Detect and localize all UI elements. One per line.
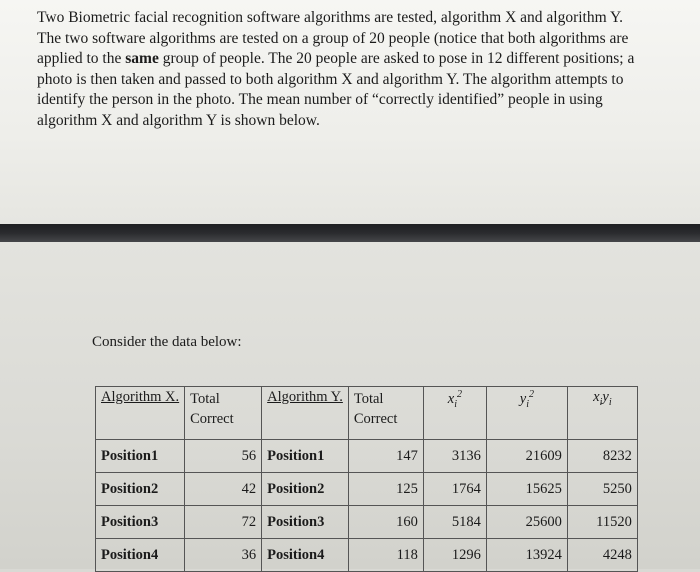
row-2-position-y: Position2	[262, 473, 349, 506]
x-squared-base: x	[447, 390, 455, 407]
row-2-total-x: 42	[185, 473, 262, 506]
correct-x-label: Correct	[190, 411, 234, 427]
xy-x: x	[593, 389, 600, 405]
algorithm-x-label: Algorithm X.	[101, 389, 180, 405]
header-xy	[567, 387, 637, 440]
xy-x-sub: i	[599, 396, 603, 408]
header-algorithm-x	[96, 387, 185, 440]
row-1-position-x: Position1	[96, 440, 185, 473]
x-squared-symbol	[447, 389, 462, 410]
xy-symbol	[593, 389, 612, 408]
row-3-total-y: 160	[348, 506, 423, 539]
row-3-y-squared: 25600	[486, 506, 567, 539]
row-3-x-squared: 5184	[423, 506, 486, 539]
row-2-position-x: Position2	[96, 473, 185, 506]
emphasis-same: same	[125, 50, 159, 67]
row-1-total-x: 56	[185, 440, 262, 473]
header-total-correct-x	[185, 387, 262, 440]
row-2-xy: 5250	[567, 473, 637, 506]
row-4-position-x: Position4	[96, 539, 185, 572]
y-squared-symbol	[519, 389, 534, 410]
y-squared-sub: i	[526, 398, 529, 410]
problem-line-4: photo is then taken and passed to both algorithm X and algorithm Y. The algorithm attempts to	[37, 70, 624, 88]
table-row	[96, 440, 638, 473]
row-4-y-squared: 13924	[486, 539, 567, 572]
row-1-total-y: 147	[348, 440, 423, 473]
algorithm-y-label: Algorithm Y.	[267, 389, 343, 405]
row-2-x-squared: 1764	[423, 473, 486, 506]
table-row	[96, 539, 638, 572]
header-algorithm-y	[262, 387, 349, 440]
row-4-position-y: Position4	[262, 539, 349, 572]
row-3-position-x: Position3	[96, 506, 185, 539]
problem-line-5: identify the person in the photo. The mean number of “correctly identified” people in using	[37, 91, 603, 108]
row-3-position-y: Position3	[262, 506, 349, 539]
row-3-xy: 11520	[567, 506, 637, 539]
problem-line-2: The two software algorithms are tested on a group of 20 people (notice that both algorithms are	[37, 29, 629, 47]
table-row	[96, 473, 638, 506]
x-squared-sup: 2	[456, 389, 462, 400]
row-4-total-y: 118	[348, 539, 423, 572]
row-1-position-y: Position1	[262, 440, 349, 473]
page-divider	[0, 224, 700, 242]
x-squared-sub: i	[454, 398, 457, 410]
data-table	[95, 386, 638, 572]
problem-line-1: Two Biometric facial recognition software algorithms are tested, algorithm X and algorithm Y.	[37, 9, 624, 26]
table-row	[96, 506, 638, 539]
row-3-total-x: 72	[185, 506, 262, 539]
row-4-xy: 4248	[567, 539, 637, 572]
header-y-squared	[486, 387, 567, 440]
problem-statement	[37, 8, 689, 131]
table-header-row	[96, 387, 638, 440]
row-4-total-x: 36	[185, 539, 262, 572]
problem-line-3-end: group of people. The 20 people are asked to pose in 12 different positions; a	[158, 50, 635, 67]
row-1-y-squared: 21609	[486, 440, 567, 473]
y-squared-base: y	[519, 390, 527, 407]
row-4-x-squared: 1296	[423, 539, 486, 572]
correct-y-label: Correct	[353, 411, 398, 427]
row-1-x-squared: 3136	[423, 440, 486, 473]
row-2-total-y: 125	[348, 473, 423, 506]
header-total-correct-y	[348, 387, 423, 440]
consider-label: Consider the data below:	[92, 334, 242, 350]
y-squared-sup: 2	[528, 389, 534, 400]
xy-y: y	[602, 389, 609, 405]
row-1-xy: 8232	[567, 440, 637, 473]
total-x-label: Total	[190, 391, 220, 407]
problem-line-6: algorithm X and algorithm Y is shown below.	[37, 111, 320, 129]
row-2-y-squared: 15625	[486, 473, 567, 506]
xy-y-sub: i	[608, 396, 612, 408]
problem-line-3-start: applied to the	[37, 50, 126, 67]
header-x-squared	[423, 387, 486, 440]
total-y-label: Total	[353, 391, 384, 407]
problem-panel	[0, 0, 700, 224]
